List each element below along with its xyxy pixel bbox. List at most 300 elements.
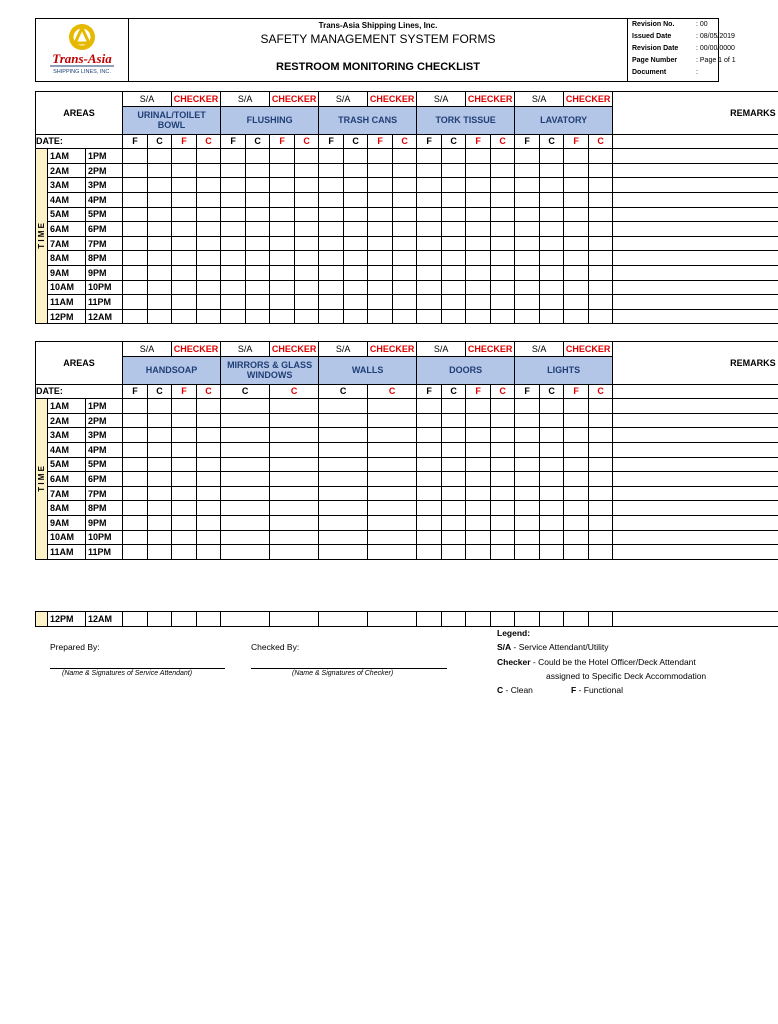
check-cell[interactable] (515, 207, 540, 222)
check-cell[interactable] (368, 280, 393, 295)
check-cell[interactable] (148, 280, 172, 295)
check-cell[interactable] (417, 251, 442, 266)
check-cell[interactable] (319, 545, 368, 560)
check-cell[interactable] (123, 515, 148, 530)
check-cell[interactable] (491, 399, 515, 414)
check-cell[interactable] (123, 280, 148, 295)
check-cell[interactable] (466, 545, 491, 560)
check-cell[interactable] (417, 457, 442, 472)
check-cell[interactable] (442, 472, 466, 487)
check-cell[interactable] (148, 251, 172, 266)
check-cell[interactable] (172, 545, 197, 560)
check-cell[interactable] (393, 178, 417, 193)
check-cell[interactable] (197, 280, 221, 295)
check-cell[interactable] (221, 192, 246, 207)
check-cell[interactable] (221, 295, 246, 310)
check-cell[interactable] (221, 251, 246, 266)
check-cell[interactable] (417, 295, 442, 310)
check-cell[interactable] (172, 163, 197, 178)
check-cell[interactable] (466, 472, 491, 487)
check-cell[interactable] (197, 399, 221, 414)
check-cell[interactable] (148, 207, 172, 222)
check-cell[interactable] (491, 515, 515, 530)
check-cell[interactable] (564, 428, 589, 443)
check-cell[interactable] (442, 515, 466, 530)
check-cell[interactable] (270, 428, 319, 443)
check-cell[interactable] (515, 442, 540, 457)
check-cell[interactable] (417, 265, 442, 280)
check-cell[interactable] (540, 222, 564, 237)
check-cell[interactable] (466, 457, 491, 472)
check-cell[interactable] (172, 251, 197, 266)
check-cell[interactable] (197, 265, 221, 280)
check-cell[interactable] (344, 222, 368, 237)
check-cell[interactable] (319, 236, 344, 251)
remarks-cell[interactable] (613, 207, 778, 222)
remarks-cell[interactable] (613, 413, 778, 428)
check-cell[interactable] (221, 413, 270, 428)
check-cell[interactable] (491, 295, 515, 310)
check-cell[interactable] (148, 399, 172, 414)
check-cell[interactable] (442, 530, 466, 545)
check-cell[interactable] (319, 163, 344, 178)
check-cell[interactable] (540, 280, 564, 295)
check-cell[interactable] (540, 457, 564, 472)
check-cell[interactable] (368, 178, 393, 193)
check-cell[interactable] (540, 515, 564, 530)
remarks-cell[interactable] (613, 442, 778, 457)
check-cell[interactable] (172, 501, 197, 516)
check-cell[interactable] (221, 530, 270, 545)
check-cell[interactable] (368, 236, 393, 251)
check-cell[interactable] (172, 280, 197, 295)
check-cell[interactable] (466, 295, 491, 310)
check-cell[interactable] (148, 149, 172, 164)
check-cell[interactable] (417, 501, 442, 516)
check-cell[interactable] (417, 442, 442, 457)
check-cell[interactable] (221, 207, 246, 222)
check-cell[interactable] (319, 515, 368, 530)
check-cell[interactable] (197, 545, 221, 560)
check-cell[interactable] (270, 501, 319, 516)
check-cell[interactable] (270, 207, 295, 222)
check-cell[interactable] (221, 178, 246, 193)
check-cell[interactable] (172, 515, 197, 530)
remarks-cell[interactable] (613, 295, 778, 310)
remarks-cell[interactable] (613, 384, 778, 399)
check-cell[interactable] (197, 501, 221, 516)
check-cell[interactable] (221, 236, 246, 251)
check-cell[interactable] (540, 207, 564, 222)
check-cell[interactable] (491, 309, 515, 324)
remarks-cell[interactable] (613, 486, 778, 501)
check-cell[interactable] (148, 486, 172, 501)
check-cell[interactable] (417, 545, 442, 560)
check-cell[interactable] (148, 222, 172, 237)
check-cell[interactable] (442, 192, 466, 207)
check-cell[interactable] (515, 515, 540, 530)
check-cell[interactable] (564, 486, 589, 501)
check-cell[interactable] (246, 222, 270, 237)
check-cell[interactable] (368, 149, 393, 164)
check-cell[interactable] (589, 486, 613, 501)
check-cell[interactable] (564, 545, 589, 560)
check-cell[interactable] (368, 163, 393, 178)
check-cell[interactable] (123, 472, 148, 487)
check-cell[interactable] (148, 530, 172, 545)
check-cell[interactable] (148, 178, 172, 193)
check-cell[interactable] (270, 530, 319, 545)
check-cell[interactable] (368, 486, 417, 501)
check-cell[interactable] (270, 442, 319, 457)
check-cell[interactable] (515, 149, 540, 164)
check-cell[interactable] (515, 265, 540, 280)
check-cell[interactable] (442, 163, 466, 178)
check-cell[interactable] (589, 207, 613, 222)
check-cell[interactable] (540, 251, 564, 266)
check-cell[interactable] (319, 222, 344, 237)
check-cell[interactable] (344, 236, 368, 251)
check-cell[interactable] (442, 222, 466, 237)
check-cell[interactable] (319, 457, 368, 472)
check-cell[interactable] (417, 163, 442, 178)
check-cell[interactable] (148, 515, 172, 530)
check-cell[interactable] (540, 399, 564, 414)
check-cell[interactable] (123, 251, 148, 266)
check-cell[interactable] (172, 222, 197, 237)
check-cell[interactable] (197, 428, 221, 443)
check-cell[interactable] (466, 251, 491, 266)
check-cell[interactable] (295, 309, 319, 324)
check-cell[interactable] (442, 545, 466, 560)
check-cell[interactable] (540, 530, 564, 545)
check-cell[interactable] (148, 442, 172, 457)
check-cell[interactable] (148, 309, 172, 324)
check-cell[interactable] (589, 295, 613, 310)
check-cell[interactable] (172, 399, 197, 414)
check-cell[interactable] (417, 399, 442, 414)
check-cell[interactable] (540, 265, 564, 280)
check-cell[interactable] (393, 192, 417, 207)
check-cell[interactable] (319, 428, 368, 443)
check-cell[interactable] (491, 178, 515, 193)
check-cell[interactable] (368, 612, 417, 627)
remarks-cell[interactable] (613, 428, 778, 443)
check-cell[interactable] (393, 207, 417, 222)
check-cell[interactable] (515, 178, 540, 193)
check-cell[interactable] (221, 442, 270, 457)
check-cell[interactable] (515, 163, 540, 178)
check-cell[interactable] (564, 472, 589, 487)
check-cell[interactable] (368, 472, 417, 487)
check-cell[interactable] (564, 207, 589, 222)
check-cell[interactable] (466, 399, 491, 414)
check-cell[interactable] (221, 222, 246, 237)
check-cell[interactable] (295, 265, 319, 280)
check-cell[interactable] (246, 280, 270, 295)
check-cell[interactable] (123, 612, 148, 627)
check-cell[interactable] (123, 428, 148, 443)
check-cell[interactable] (589, 251, 613, 266)
check-cell[interactable] (466, 442, 491, 457)
check-cell[interactable] (148, 428, 172, 443)
check-cell[interactable] (393, 236, 417, 251)
check-cell[interactable] (246, 265, 270, 280)
check-cell[interactable] (270, 192, 295, 207)
check-cell[interactable] (442, 442, 466, 457)
remarks-cell[interactable] (613, 457, 778, 472)
check-cell[interactable] (368, 530, 417, 545)
check-cell[interactable] (197, 251, 221, 266)
check-cell[interactable] (564, 612, 589, 627)
check-cell[interactable] (466, 486, 491, 501)
check-cell[interactable] (368, 309, 393, 324)
check-cell[interactable] (442, 280, 466, 295)
remarks-cell[interactable] (613, 501, 778, 516)
check-cell[interactable] (540, 612, 564, 627)
check-cell[interactable] (270, 149, 295, 164)
check-cell[interactable] (564, 222, 589, 237)
check-cell[interactable] (368, 515, 417, 530)
check-cell[interactable] (515, 457, 540, 472)
check-cell[interactable] (442, 295, 466, 310)
check-cell[interactable] (172, 428, 197, 443)
check-cell[interactable] (221, 472, 270, 487)
check-cell[interactable] (368, 413, 417, 428)
check-cell[interactable] (148, 236, 172, 251)
check-cell[interactable] (515, 399, 540, 414)
check-cell[interactable] (270, 251, 295, 266)
check-cell[interactable] (344, 251, 368, 266)
check-cell[interactable] (319, 295, 344, 310)
check-cell[interactable] (319, 192, 344, 207)
check-cell[interactable] (466, 413, 491, 428)
check-cell[interactable] (491, 472, 515, 487)
check-cell[interactable] (123, 207, 148, 222)
checked-by-line[interactable] (251, 668, 447, 669)
check-cell[interactable] (515, 472, 540, 487)
check-cell[interactable] (172, 178, 197, 193)
check-cell[interactable] (319, 265, 344, 280)
check-cell[interactable] (197, 178, 221, 193)
check-cell[interactable] (368, 251, 393, 266)
remarks-cell[interactable] (613, 236, 778, 251)
check-cell[interactable] (197, 149, 221, 164)
check-cell[interactable] (540, 501, 564, 516)
check-cell[interactable] (270, 515, 319, 530)
check-cell[interactable] (466, 501, 491, 516)
check-cell[interactable] (564, 280, 589, 295)
check-cell[interactable] (564, 149, 589, 164)
check-cell[interactable] (393, 149, 417, 164)
check-cell[interactable] (564, 265, 589, 280)
check-cell[interactable] (295, 163, 319, 178)
check-cell[interactable] (172, 295, 197, 310)
check-cell[interactable] (172, 486, 197, 501)
check-cell[interactable] (589, 428, 613, 443)
check-cell[interactable] (197, 457, 221, 472)
check-cell[interactable] (466, 192, 491, 207)
check-cell[interactable] (197, 163, 221, 178)
check-cell[interactable] (148, 192, 172, 207)
check-cell[interactable] (589, 472, 613, 487)
check-cell[interactable] (491, 207, 515, 222)
check-cell[interactable] (270, 236, 295, 251)
check-cell[interactable] (442, 207, 466, 222)
check-cell[interactable] (197, 295, 221, 310)
check-cell[interactable] (148, 163, 172, 178)
check-cell[interactable] (197, 486, 221, 501)
check-cell[interactable] (442, 428, 466, 443)
check-cell[interactable] (368, 222, 393, 237)
check-cell[interactable] (172, 265, 197, 280)
check-cell[interactable] (564, 413, 589, 428)
check-cell[interactable] (246, 251, 270, 266)
check-cell[interactable] (270, 309, 295, 324)
check-cell[interactable] (442, 149, 466, 164)
check-cell[interactable] (172, 207, 197, 222)
check-cell[interactable] (393, 280, 417, 295)
check-cell[interactable] (564, 236, 589, 251)
check-cell[interactable] (319, 501, 368, 516)
check-cell[interactable] (589, 501, 613, 516)
check-cell[interactable] (344, 149, 368, 164)
check-cell[interactable] (540, 309, 564, 324)
check-cell[interactable] (417, 280, 442, 295)
check-cell[interactable] (589, 442, 613, 457)
check-cell[interactable] (589, 222, 613, 237)
check-cell[interactable] (515, 192, 540, 207)
check-cell[interactable] (123, 399, 148, 414)
check-cell[interactable] (221, 428, 270, 443)
remarks-cell[interactable] (613, 612, 778, 627)
check-cell[interactable] (295, 295, 319, 310)
check-cell[interactable] (442, 178, 466, 193)
check-cell[interactable] (491, 457, 515, 472)
check-cell[interactable] (515, 612, 540, 627)
check-cell[interactable] (221, 149, 246, 164)
check-cell[interactable] (197, 413, 221, 428)
check-cell[interactable] (197, 207, 221, 222)
check-cell[interactable] (442, 413, 466, 428)
check-cell[interactable] (319, 399, 368, 414)
check-cell[interactable] (172, 309, 197, 324)
check-cell[interactable] (491, 280, 515, 295)
check-cell[interactable] (246, 192, 270, 207)
check-cell[interactable] (295, 280, 319, 295)
check-cell[interactable] (123, 442, 148, 457)
check-cell[interactable] (123, 530, 148, 545)
check-cell[interactable] (417, 486, 442, 501)
check-cell[interactable] (589, 399, 613, 414)
check-cell[interactable] (221, 457, 270, 472)
check-cell[interactable] (148, 457, 172, 472)
check-cell[interactable] (172, 442, 197, 457)
check-cell[interactable] (491, 442, 515, 457)
check-cell[interactable] (491, 545, 515, 560)
check-cell[interactable] (589, 192, 613, 207)
check-cell[interactable] (540, 178, 564, 193)
check-cell[interactable] (368, 207, 393, 222)
check-cell[interactable] (368, 295, 393, 310)
check-cell[interactable] (221, 265, 246, 280)
check-cell[interactable] (270, 545, 319, 560)
check-cell[interactable] (319, 178, 344, 193)
check-cell[interactable] (491, 612, 515, 627)
check-cell[interactable] (564, 501, 589, 516)
check-cell[interactable] (491, 149, 515, 164)
check-cell[interactable] (295, 222, 319, 237)
check-cell[interactable] (123, 236, 148, 251)
check-cell[interactable] (197, 612, 221, 627)
check-cell[interactable] (393, 163, 417, 178)
check-cell[interactable] (172, 472, 197, 487)
check-cell[interactable] (344, 280, 368, 295)
check-cell[interactable] (491, 428, 515, 443)
check-cell[interactable] (221, 309, 246, 324)
check-cell[interactable] (564, 295, 589, 310)
check-cell[interactable] (123, 149, 148, 164)
check-cell[interactable] (368, 192, 393, 207)
check-cell[interactable] (197, 192, 221, 207)
check-cell[interactable] (564, 442, 589, 457)
check-cell[interactable] (123, 486, 148, 501)
check-cell[interactable] (564, 192, 589, 207)
check-cell[interactable] (270, 457, 319, 472)
check-cell[interactable] (540, 192, 564, 207)
check-cell[interactable] (417, 428, 442, 443)
check-cell[interactable] (344, 178, 368, 193)
check-cell[interactable] (589, 530, 613, 545)
prepared-by-line[interactable] (50, 668, 225, 669)
check-cell[interactable] (417, 222, 442, 237)
check-cell[interactable] (246, 309, 270, 324)
check-cell[interactable] (515, 280, 540, 295)
check-cell[interactable] (148, 295, 172, 310)
check-cell[interactable] (270, 222, 295, 237)
check-cell[interactable] (344, 265, 368, 280)
check-cell[interactable] (589, 515, 613, 530)
check-cell[interactable] (221, 163, 246, 178)
check-cell[interactable] (295, 236, 319, 251)
check-cell[interactable] (344, 295, 368, 310)
check-cell[interactable] (515, 413, 540, 428)
check-cell[interactable] (319, 612, 368, 627)
check-cell[interactable] (540, 472, 564, 487)
check-cell[interactable] (491, 192, 515, 207)
check-cell[interactable] (148, 612, 172, 627)
check-cell[interactable] (491, 265, 515, 280)
check-cell[interactable] (270, 163, 295, 178)
check-cell[interactable] (515, 428, 540, 443)
check-cell[interactable] (172, 149, 197, 164)
check-cell[interactable] (540, 163, 564, 178)
check-cell[interactable] (319, 207, 344, 222)
remarks-cell[interactable] (613, 251, 778, 266)
check-cell[interactable] (172, 192, 197, 207)
check-cell[interactable] (221, 486, 270, 501)
check-cell[interactable] (540, 413, 564, 428)
check-cell[interactable] (442, 457, 466, 472)
remarks-cell[interactable] (613, 222, 778, 237)
check-cell[interactable] (221, 501, 270, 516)
check-cell[interactable] (393, 265, 417, 280)
check-cell[interactable] (368, 442, 417, 457)
check-cell[interactable] (172, 413, 197, 428)
check-cell[interactable] (319, 442, 368, 457)
check-cell[interactable] (442, 486, 466, 501)
check-cell[interactable] (393, 251, 417, 266)
